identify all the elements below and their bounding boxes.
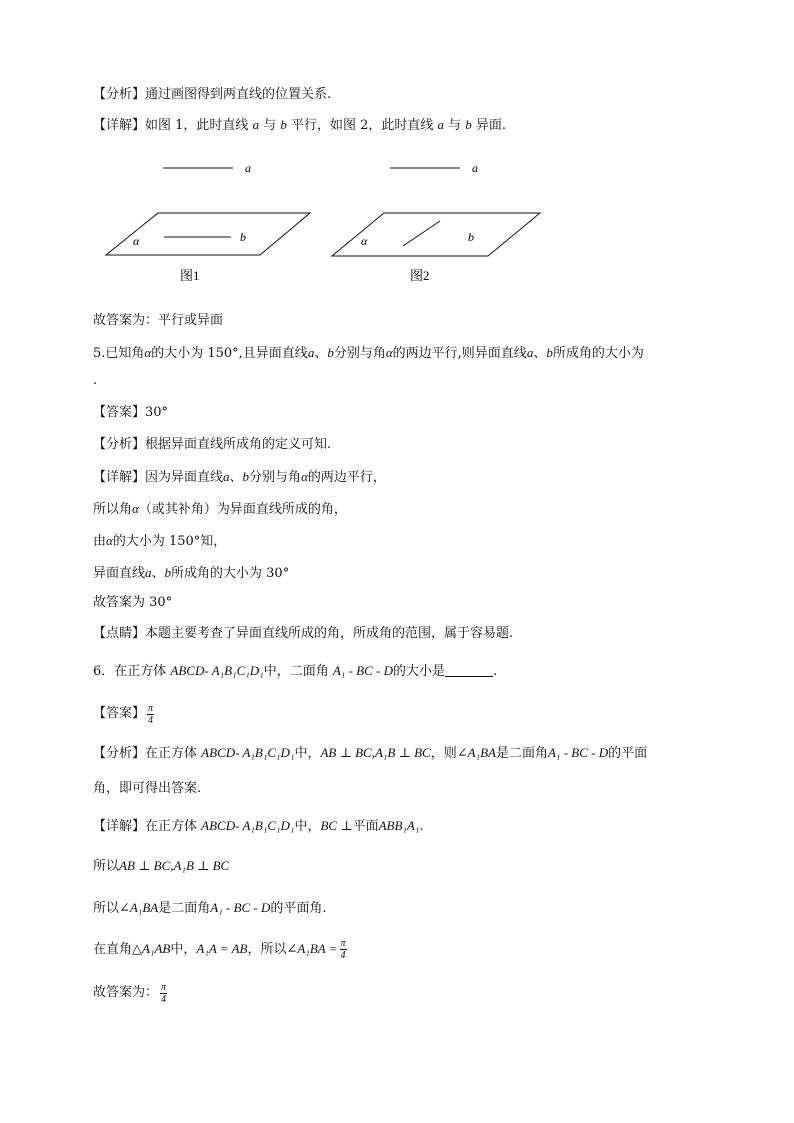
stem-text: 所成角的大小为: [552, 346, 644, 361]
fig1-label-b: b: [240, 230, 246, 244]
detail-text: 异面.: [471, 118, 507, 133]
analysis-text: 中，: [294, 746, 321, 761]
perp-relation: AB ⊥ BC,A₁B ⊥ BC: [320, 745, 431, 760]
q5-answer-line: [93, 404, 168, 422]
var-a: a: [526, 345, 534, 360]
detail-text: 由: [93, 534, 107, 549]
detail-text: 所以角: [93, 502, 133, 517]
analysis-tag: 【分析】: [93, 746, 146, 761]
q6-stem: [93, 662, 497, 681]
var-a: a: [252, 117, 260, 132]
dihedral-name: A₁ - BC - D: [547, 745, 609, 760]
detail-text: ，所以: [247, 942, 287, 957]
dihedral-name: A₁ - BC - D: [332, 663, 393, 678]
q4-answer-line: [93, 312, 223, 330]
q5-detail-2: [93, 500, 347, 519]
figure-2: [328, 155, 550, 290]
analysis-text: ，则: [430, 746, 457, 761]
angle-equation: ∠A₁BA =: [286, 941, 338, 956]
detail-text: 中，: [170, 942, 197, 957]
stem-text: 分别与角: [333, 346, 386, 361]
detail-text: 与: [259, 118, 281, 133]
frac-num: π: [340, 938, 346, 949]
analysis-tag: 【分析】: [93, 87, 146, 102]
q5-stem: [93, 344, 644, 363]
var-alpha: α: [132, 501, 139, 516]
detail-text: 所以: [93, 901, 120, 916]
q6-detail-3: [93, 899, 327, 918]
fig1-label-a: a: [245, 161, 251, 175]
q5-comment: [93, 625, 513, 643]
q6-final: [93, 980, 169, 1007]
q5-detail-4: [93, 564, 289, 583]
cube-name: ABCD- A₁B₁C₁D₁: [201, 818, 295, 833]
angle-name: ∠A₁BA: [119, 900, 159, 915]
analysis-text: 是二面角: [495, 746, 548, 761]
detail-text: 、: [151, 566, 165, 581]
detail-text: （或其补角）为异面直线所成的角，: [138, 502, 347, 517]
stem-text: 、: [533, 346, 547, 361]
q6-detail-1: [93, 817, 424, 836]
detail-text: 的两边平行，: [307, 470, 386, 485]
var-b: b: [242, 469, 250, 484]
detail-text: 在正方体: [145, 819, 202, 834]
var-alpha: α: [144, 345, 152, 360]
detail-text: 所成角的大小为 30°: [171, 566, 290, 581]
fig2-label-alpha: α: [361, 234, 368, 248]
cube-name: ABCD- A₁B₁C₁D₁: [201, 745, 295, 760]
q5-analysis-line: [93, 436, 331, 454]
answer-text: 故答案为：平行或异面: [93, 313, 224, 328]
analysis-text: 的平面: [608, 746, 648, 761]
var-alpha: α: [106, 533, 113, 548]
stem-dot: .: [93, 373, 98, 388]
answer-blank: [445, 664, 493, 677]
detail-text: 平行，如图 2，此时直线: [286, 118, 438, 133]
detail-text: 在直角: [93, 942, 133, 957]
analysis-tag: 【分析】: [93, 437, 146, 452]
detail-text: 与: [444, 118, 466, 133]
comment-text: 本题主要考查了异面直线所成的角，所成角的范围，属于容易题.: [145, 626, 514, 641]
detail-text: 异面直线: [93, 566, 146, 581]
detail-text: 平面: [352, 819, 379, 834]
var-b: b: [465, 117, 472, 132]
stem-text: 6．在正方体: [93, 664, 171, 679]
fraction-pi-over-4: [340, 938, 347, 961]
frac-den: 4: [148, 714, 154, 726]
q6-detail-2: [93, 857, 229, 876]
frac-num: π: [148, 702, 154, 714]
var-a: a: [437, 117, 444, 132]
detail-tag: 【详解】: [93, 118, 146, 133]
detail-text: 的大小为 150°知，: [112, 534, 227, 549]
detail-text: 中，: [294, 819, 321, 834]
frac-num: π: [161, 981, 167, 993]
q5-detail-3: [93, 532, 226, 551]
fig2-label-a: a: [472, 161, 478, 175]
var-a: a: [223, 469, 230, 484]
fig2-caption: 图2: [410, 268, 430, 283]
stem-text: 的大小是: [392, 664, 445, 679]
detail-text: 的平面角.: [270, 901, 327, 916]
answer-value: 30°: [145, 405, 169, 420]
stem-text: 中，二面角: [263, 664, 333, 679]
perp-relation: AB ⊥ BC,A₁B ⊥ BC: [119, 858, 230, 873]
detail-text: 分别与角: [249, 470, 302, 485]
var-a: a: [307, 345, 315, 360]
var-b: b: [546, 345, 553, 360]
bc-perp: BC ⊥: [320, 818, 353, 833]
stem-text: .: [493, 664, 498, 679]
fig1-label-alpha: α: [133, 234, 140, 248]
detail-text: .: [419, 819, 424, 834]
var-alpha: α: [301, 469, 308, 484]
detail-tag: 【详解】: [93, 819, 146, 834]
detail-tag: 【详解】: [93, 470, 146, 485]
var-b: b: [164, 565, 172, 580]
fig2-line-b: [403, 221, 440, 246]
detail-text: 是二面角: [158, 901, 211, 916]
detail-text: 所以: [93, 859, 120, 874]
stem-text: 的大小为 150°,且异面直线: [151, 346, 308, 361]
cube-name: ABCD- A₁B₁C₁D₁: [170, 663, 264, 678]
fig1-caption: 图1: [180, 268, 200, 283]
plane-name: ABB₁A₁: [378, 818, 420, 833]
comment-tag: 【点睛】: [93, 626, 146, 641]
equality: A₁A = AB: [196, 941, 248, 956]
frac-den: 4: [340, 950, 346, 961]
detail-text: 如图 1，此时直线: [145, 118, 253, 133]
q6-detail-4: [93, 936, 349, 963]
q6-analysis-line: [93, 744, 647, 763]
final-answer: 故答案为 30°: [93, 595, 173, 610]
q5-detail-1: [93, 468, 386, 487]
triangle-name: △A₁AB: [132, 941, 171, 956]
answer-tag: 【答案】: [93, 706, 146, 721]
analysis-text: 根据异面直线所成角的定义可知.: [145, 437, 332, 452]
stem-text: 、: [314, 346, 328, 361]
final-answer: 故答案为：: [93, 985, 159, 1000]
dihedral-name: A₁ - BC - D: [210, 900, 271, 915]
q6-answer-line: [93, 701, 156, 728]
stem-text: 5.已知角: [93, 346, 145, 361]
fraction-pi-over-4: [147, 703, 154, 726]
detail-text: 、: [229, 470, 243, 485]
q4-analysis-line: [93, 86, 331, 104]
angle-name: ∠A₁BA: [456, 745, 496, 760]
q4-detail-line: [93, 116, 506, 135]
q6-analysis-line-2: [93, 780, 201, 798]
frac-den: 4: [161, 993, 167, 1005]
fig2-label-b: b: [468, 230, 474, 244]
figure-1: [100, 155, 320, 290]
fraction-pi-over-4: [160, 982, 167, 1005]
var-b: b: [280, 117, 287, 132]
var-alpha: α: [385, 345, 393, 360]
var-a: a: [145, 565, 152, 580]
analysis-text: 在正方体: [145, 746, 202, 761]
detail-text: 因为异面直线: [145, 470, 224, 485]
analysis-text: 通过画图得到两直线的位置关系.: [145, 87, 332, 102]
analysis-text: 角，即可得出答案.: [93, 781, 202, 796]
stem-text: 的两边平行,则异面直线: [392, 346, 527, 361]
q5-stem-end: [93, 372, 97, 390]
answer-tag: 【答案】: [93, 405, 146, 420]
q5-final: [93, 594, 172, 612]
var-b: b: [327, 345, 334, 360]
